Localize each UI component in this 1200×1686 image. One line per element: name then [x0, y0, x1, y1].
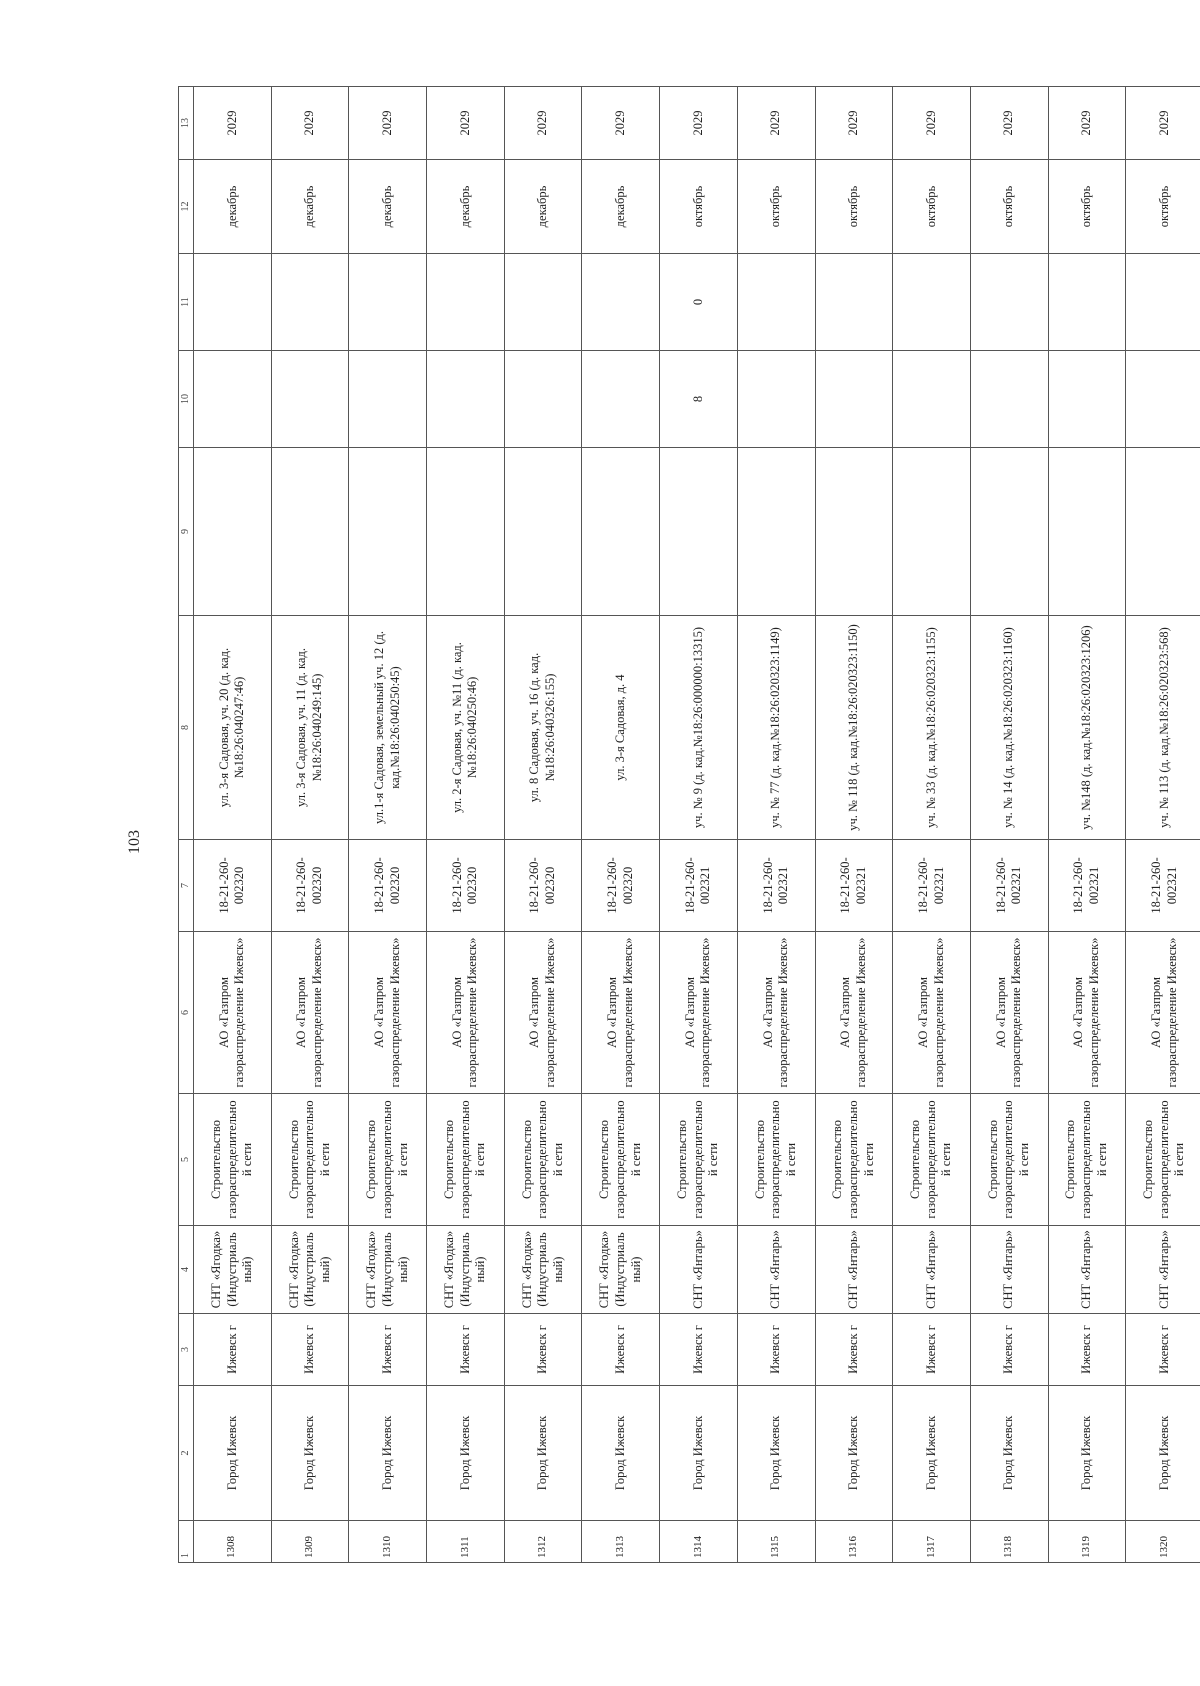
year-cell: 2029 [1126, 87, 1200, 160]
cell-10-cell [1126, 351, 1200, 448]
program-code-cell: 18-21-260-002320 [504, 840, 582, 932]
cell-10-cell [1048, 351, 1126, 448]
settlement-cell: СНТ «Янтарь» [737, 1226, 815, 1314]
organization-cell: АО «Газпром газораспределение Ижевск» [349, 932, 427, 1094]
month-cell: октябрь [1126, 160, 1200, 254]
row-number-cell: 1312 [504, 1521, 582, 1563]
work-type-cell: Строительство газораспределительной сети [737, 1094, 815, 1226]
work-type-cell: Строительство газораспределительной сети [893, 1094, 971, 1226]
address-cell: уч. № 113 (д. кад.№18:26:020323:568) [1126, 616, 1200, 840]
table-row [893, 87, 971, 1563]
year-cell: 2029 [737, 87, 815, 160]
cell-11-cell [504, 254, 582, 351]
municipality-cell: Город Ижевск [427, 1386, 505, 1521]
column-number-13: 13 [179, 87, 194, 160]
cell-11-cell [970, 254, 1048, 351]
cell-9-cell [970, 448, 1048, 616]
work-type-cell: Строительство газораспределительной сети [349, 1094, 427, 1226]
cell-10-cell [893, 351, 971, 448]
organization-cell: АО «Газпром газораспределение Ижевск» [1126, 932, 1200, 1094]
cell-10-cell [737, 351, 815, 448]
table-row [349, 87, 427, 1563]
cell-11-cell: 0 [660, 254, 738, 351]
column-number-11: 11 [179, 254, 194, 351]
column-number-row [179, 87, 194, 1563]
cell-10-cell [504, 351, 582, 448]
rotated-table-frame [178, 87, 1200, 1563]
month-cell: декабрь [271, 160, 349, 254]
cell-9-cell [1048, 448, 1126, 616]
organization-cell: АО «Газпром газораспределение Ижевск» [893, 932, 971, 1094]
row-number-cell: 1308 [194, 1521, 272, 1563]
municipality-cell: Город Ижевск [737, 1386, 815, 1521]
column-number-12: 12 [179, 160, 194, 254]
table-row [1126, 87, 1200, 1563]
column-number-8: 8 [179, 616, 194, 840]
month-cell: октябрь [1048, 160, 1126, 254]
year-cell: 2029 [427, 87, 505, 160]
row-number-cell: 1313 [582, 1521, 660, 1563]
year-cell: 2029 [815, 87, 893, 160]
settlement-cell: СНТ «Янтарь» [1126, 1226, 1200, 1314]
table-row [1048, 87, 1126, 1563]
cell-10-cell [271, 351, 349, 448]
column-number-9: 9 [179, 448, 194, 616]
program-code-cell: 18-21-260-002321 [893, 840, 971, 932]
locality-cell: Ижевск г [427, 1314, 505, 1386]
cell-11-cell [194, 254, 272, 351]
cell-9-cell [194, 448, 272, 616]
municipality-cell: Город Ижевск [194, 1386, 272, 1521]
year-cell: 2029 [893, 87, 971, 160]
month-cell: декабрь [504, 160, 582, 254]
locality-cell: Ижевск г [504, 1314, 582, 1386]
row-number-cell: 1311 [427, 1521, 505, 1563]
cell-11-cell [893, 254, 971, 351]
month-cell: декабрь [582, 160, 660, 254]
cell-10-cell [194, 351, 272, 448]
settlement-cell: СНТ «Янтарь» [970, 1226, 1048, 1314]
cell-11-cell [271, 254, 349, 351]
address-cell: ул. 3-я Садовая, уч. 20 (д. кад.№18:26:040247:46) [194, 616, 272, 840]
locality-cell: Ижевск г [194, 1314, 272, 1386]
work-type-cell: Строительство газораспределительной сети [815, 1094, 893, 1226]
organization-cell: АО «Газпром газораспределение Ижевск» [970, 932, 1048, 1094]
month-cell: октябрь [737, 160, 815, 254]
municipality-cell: Город Ижевск [582, 1386, 660, 1521]
organization-cell: АО «Газпром газораспределение Ижевск» [815, 932, 893, 1094]
row-number-cell: 1315 [737, 1521, 815, 1563]
column-number-5: 5 [179, 1094, 194, 1226]
organization-cell: АО «Газпром газораспределение Ижевск» [194, 932, 272, 1094]
work-type-cell: Строительство газораспределительной сети [1126, 1094, 1200, 1226]
municipality-cell: Город Ижевск [349, 1386, 427, 1521]
municipality-cell: Город Ижевск [504, 1386, 582, 1521]
settlement-cell: СНТ «Ягодка» (Индустриальный) [349, 1226, 427, 1314]
column-number-6: 6 [179, 932, 194, 1094]
locality-cell: Ижевск г [815, 1314, 893, 1386]
program-code-cell: 18-21-260-002321 [737, 840, 815, 932]
year-cell: 2029 [271, 87, 349, 160]
month-cell: октябрь [970, 160, 1048, 254]
month-cell: октябрь [893, 160, 971, 254]
table-row [815, 87, 893, 1563]
program-code-cell: 18-21-260-002320 [349, 840, 427, 932]
locality-cell: Ижевск г [1048, 1314, 1126, 1386]
locality-cell: Ижевск г [737, 1314, 815, 1386]
locality-cell: Ижевск г [970, 1314, 1048, 1386]
program-code-cell: 18-21-260-002320 [194, 840, 272, 932]
organization-cell: АО «Газпром газораспределение Ижевск» [504, 932, 582, 1094]
address-cell: уч. №148 (д. кад.№18:26:020323:1206) [1048, 616, 1126, 840]
address-cell: уч. № 77 (д. кад.№18:26:020323:1149) [737, 616, 815, 840]
table-row [737, 87, 815, 1563]
work-type-cell: Строительство газораспределительной сети [660, 1094, 738, 1226]
work-type-cell: Строительство газораспределительной сети [582, 1094, 660, 1226]
cell-10-cell [582, 351, 660, 448]
program-code-cell: 18-21-260-002321 [1126, 840, 1200, 932]
program-code-cell: 18-21-260-002320 [271, 840, 349, 932]
organization-cell: АО «Газпром газораспределение Ижевск» [582, 932, 660, 1094]
settlement-cell: СНТ «Янтарь» [1048, 1226, 1126, 1314]
municipality-cell: Город Ижевск [1126, 1386, 1200, 1521]
settlement-cell: СНТ «Ягодка» (Индустриальный) [271, 1226, 349, 1314]
row-number-cell: 1316 [815, 1521, 893, 1563]
settlement-cell: СНТ «Янтарь» [893, 1226, 971, 1314]
locality-cell: Ижевск г [1126, 1314, 1200, 1386]
settlement-cell: СНТ «Янтарь» [815, 1226, 893, 1314]
cell-11-cell [815, 254, 893, 351]
address-cell: уч. № 9 (д. кад.№18:26:000000:13315) [660, 616, 738, 840]
address-cell: уч. № 33 (д. кад.№18:26:020323:1155) [893, 616, 971, 840]
organization-cell: АО «Газпром газораспределение Ижевск» [271, 932, 349, 1094]
work-type-cell: Строительство газораспределительной сети [1048, 1094, 1126, 1226]
row-number-cell: 1314 [660, 1521, 738, 1563]
work-type-cell: Строительство газораспределительной сети [504, 1094, 582, 1226]
column-number-3: 3 [179, 1314, 194, 1386]
address-cell: уч. № 14 (д. кад.№18:26:020323:1160) [970, 616, 1048, 840]
column-number-2: 2 [179, 1386, 194, 1521]
month-cell: декабрь [194, 160, 272, 254]
table-row [427, 87, 505, 1563]
year-cell: 2029 [504, 87, 582, 160]
row-number-cell: 1320 [1126, 1521, 1200, 1563]
municipality-cell: Город Ижевск [815, 1386, 893, 1521]
cell-11-cell [737, 254, 815, 351]
municipality-cell: Город Ижевск [660, 1386, 738, 1521]
address-cell: ул. 3-я Садовая, д. 4 [582, 616, 660, 840]
address-cell: ул.1-я Садовая, земельный уч. 12 (д. кад.№18:26:040250:45) [349, 616, 427, 840]
address-cell: ул. 3-я Садовая, уч. 11 (д. кад.№18:26:040249:145) [271, 616, 349, 840]
month-cell: октябрь [660, 160, 738, 254]
locality-cell: Ижевск г [271, 1314, 349, 1386]
cell-9-cell [582, 448, 660, 616]
cell-11-cell [1048, 254, 1126, 351]
settlement-cell: СНТ «Ягодка» (Индустриальный) [504, 1226, 582, 1314]
column-number-4: 4 [179, 1226, 194, 1314]
organization-cell: АО «Газпром газораспределение Ижевск» [660, 932, 738, 1094]
organization-cell: АО «Газпром газораспределение Ижевск» [737, 932, 815, 1094]
table-row [194, 87, 272, 1563]
cell-9-cell [737, 448, 815, 616]
cell-10-cell [349, 351, 427, 448]
program-code-cell: 18-21-260-002321 [1048, 840, 1126, 932]
cell-11-cell [349, 254, 427, 351]
table-row [970, 87, 1048, 1563]
cell-9-cell [660, 448, 738, 616]
work-type-cell: Строительство газораспределительной сети [427, 1094, 505, 1226]
settlement-cell: СНТ «Ягодка» (Индустриальный) [194, 1226, 272, 1314]
table-row [582, 87, 660, 1563]
work-type-cell: Строительство газораспределительной сети [970, 1094, 1048, 1226]
address-cell: ул. 8 Садовая, уч. 16 (д. кад.№18:26:040326:155) [504, 616, 582, 840]
year-cell: 2029 [349, 87, 427, 160]
document-table [178, 86, 1200, 1563]
year-cell: 2029 [970, 87, 1048, 160]
row-number-cell: 1309 [271, 1521, 349, 1563]
locality-cell: Ижевск г [582, 1314, 660, 1386]
cell-11-cell [1126, 254, 1200, 351]
cell-9-cell [504, 448, 582, 616]
column-number-1: 1 [179, 1521, 194, 1563]
cell-11-cell [427, 254, 505, 351]
work-type-cell: Строительство газораспределительной сети [271, 1094, 349, 1226]
settlement-cell: СНТ «Ягодка» (Индустриальный) [427, 1226, 505, 1314]
address-cell: уч. № 118 (д. кад.№18:26:020323:1150) [815, 616, 893, 840]
year-cell: 2029 [582, 87, 660, 160]
table-row [504, 87, 582, 1563]
cell-10-cell [815, 351, 893, 448]
cell-9-cell [427, 448, 505, 616]
cell-11-cell [582, 254, 660, 351]
settlement-cell: СНТ «Янтарь» [660, 1226, 738, 1314]
locality-cell: Ижевск г [349, 1314, 427, 1386]
row-number-cell: 1319 [1048, 1521, 1126, 1563]
program-code-cell: 18-21-260-002320 [582, 840, 660, 932]
municipality-cell: Город Ижевск [1048, 1386, 1126, 1521]
table-row [271, 87, 349, 1563]
municipality-cell: Город Ижевск [970, 1386, 1048, 1521]
municipality-cell: Город Ижевск [271, 1386, 349, 1521]
cell-9-cell [1126, 448, 1200, 616]
month-cell: декабрь [349, 160, 427, 254]
row-number-cell: 1318 [970, 1521, 1048, 1563]
year-cell: 2029 [660, 87, 738, 160]
cell-9-cell [815, 448, 893, 616]
organization-cell: АО «Газпром газораспределение Ижевск» [427, 932, 505, 1094]
municipality-cell: Город Ижевск [893, 1386, 971, 1521]
cell-9-cell [893, 448, 971, 616]
work-type-cell: Строительство газораспределительной сети [194, 1094, 272, 1226]
cell-9-cell [349, 448, 427, 616]
cell-9-cell [271, 448, 349, 616]
cell-10-cell [427, 351, 505, 448]
program-code-cell: 18-21-260-002321 [815, 840, 893, 932]
row-number-cell: 1317 [893, 1521, 971, 1563]
address-cell: ул. 2-я Садовая, уч. №11 (д. кад.№18:26:040250:46) [427, 616, 505, 840]
cell-10-cell: 8 [660, 351, 738, 448]
month-cell: декабрь [427, 160, 505, 254]
cell-10-cell [970, 351, 1048, 448]
month-cell: октябрь [815, 160, 893, 254]
locality-cell: Ижевск г [893, 1314, 971, 1386]
program-code-cell: 18-21-260-002320 [427, 840, 505, 932]
settlement-cell: СНТ «Ягодка» (Индустриальный) [582, 1226, 660, 1314]
organization-cell: АО «Газпром газораспределение Ижевск» [1048, 932, 1126, 1094]
program-code-cell: 18-21-260-002321 [660, 840, 738, 932]
column-number-10: 10 [179, 351, 194, 448]
table-row [660, 87, 738, 1563]
year-cell: 2029 [1048, 87, 1126, 160]
table-body [179, 87, 1200, 1563]
row-number-cell: 1310 [349, 1521, 427, 1563]
program-code-cell: 18-21-260-002321 [970, 840, 1048, 932]
column-number-7: 7 [179, 840, 194, 932]
document-table-container [178, 87, 1200, 1563]
page-number: 103 [126, 830, 143, 854]
year-cell: 2029 [194, 87, 272, 160]
locality-cell: Ижевск г [660, 1314, 738, 1386]
